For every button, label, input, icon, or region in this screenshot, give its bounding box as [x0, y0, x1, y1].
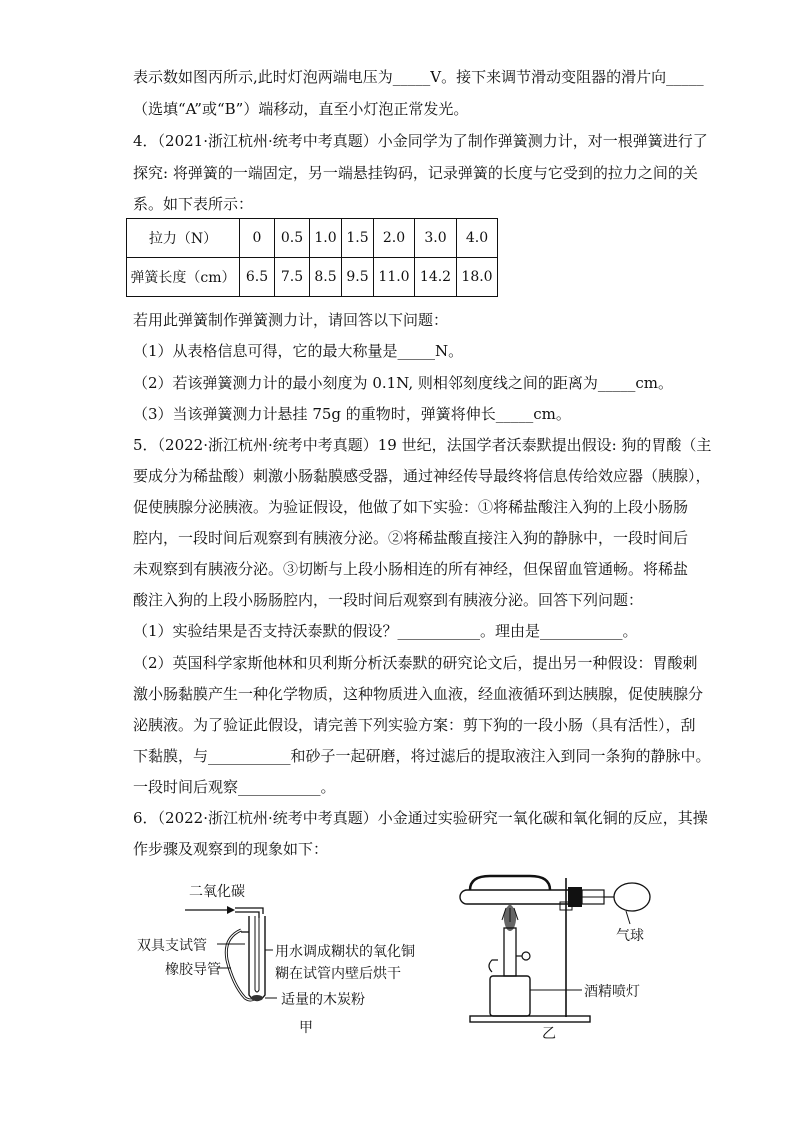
text-line: 表示数如图丙所示,此时灯泡两端电压为_____V。接下来调节滑动变阻器的滑片向_____: [133, 68, 704, 86]
figure-jia: [135, 870, 415, 1040]
figure-yi: [440, 872, 680, 1042]
figure-yi-drawing: [440, 872, 680, 1042]
table-cell: 6.5: [240, 258, 275, 297]
spring-data-table: [126, 218, 498, 297]
text-line: （3）当该弹簧测力计悬挂 75g 的重物时，弹簧将伸长_____cm。: [133, 405, 571, 423]
table-row: [127, 219, 498, 258]
table-cell: 11.0: [374, 258, 415, 297]
caption-yi: 乙: [542, 1026, 556, 1042]
caption-jia: 甲: [299, 1020, 313, 1036]
table-cell: 拉力（N）: [127, 219, 240, 258]
text-line: 作步骤及观察到的现象如下：: [133, 840, 329, 858]
text-line: 泌胰液。为了验证此假设，请完善下列实验方案：剪下狗的一段小肠（具有活性），刮: [133, 716, 696, 734]
label-copper-oxide-1: 用水调成糊状的氧化铜: [275, 944, 415, 960]
text-line: 激小肠黏膜产生一种化学物质，这种物质进入血液，经血液循环到达胰腺，促使胰腺分: [133, 685, 704, 703]
text-line: 未观察到有胰液分泌。③切断与上段小肠相连的所有神经，但保留血管通畅。将稀盐: [133, 560, 689, 578]
table-cell: 4.0: [457, 219, 498, 258]
table-cell: 2.0: [374, 219, 415, 258]
text-line: 下黏膜，与___________和砂子一起研磨，将过滤后的提取液注入到同一条狗的静脉中。: [133, 747, 711, 765]
text-line: 探究: 将弹簧的一端固定，另一端悬挂钩码，记录弹簧的长度与它受到的拉力之间的关: [133, 164, 698, 182]
text-line: （2）英国科学家斯他林和贝利斯分析沃泰默的研究论文后，提出另一种假设：胃酸刺: [133, 654, 698, 672]
table-cell: 1.0: [310, 219, 342, 258]
figure-jia-drawing: [135, 870, 415, 1040]
text-line: 系。如下表所示：: [133, 195, 254, 213]
table-cell: 14.2: [415, 258, 457, 297]
label-rubber-tube: 橡胶导管: [165, 962, 221, 978]
text-line: （2）若该弹簧测力计的最小刻度为 0.1N, 则相邻刻度线之间的距离为_____cm。: [133, 374, 673, 392]
label-alcohol-burner: 酒精喷灯: [584, 984, 640, 1000]
label-charcoal: 适量的木炭粉: [281, 992, 365, 1008]
question-4-heading: 4．（2021·浙江杭州·统考中考真题）小金同学为了制作弹簧测力计，对一根弹簧进行了: [133, 132, 708, 150]
text-line: 促使胰腺分泌胰液。为验证假设，他做了如下实验：①将稀盐酸注入狗的上段小肠肠: [133, 498, 689, 516]
table-cell: 7.5: [275, 258, 310, 297]
label-balloon: 气球: [616, 928, 644, 944]
table-cell: 9.5: [342, 258, 374, 297]
table-cell: 18.0: [457, 258, 498, 297]
text-line: 要成分为稀盐酸）刺激小肠黏膜感受器，通过神经传导最终将信息传给效应器（胰腺），: [133, 467, 711, 485]
label-co2: 二氧化碳: [189, 884, 245, 900]
table-cell: 3.0: [415, 219, 457, 258]
table-row: [127, 258, 498, 297]
text-line: （1）实验结果是否支持沃泰默的假设？___________。理由是___________。: [133, 622, 638, 640]
table-cell: 弹簧长度（cm）: [127, 258, 240, 297]
text-line: 酸注入狗的上段小肠肠腔内，一段时间后观察到有胰液分泌。回答下列问题：: [133, 591, 644, 609]
text-line: 若用此弹簧制作弹簧测力计，请回答以下问题：: [133, 311, 449, 329]
question-6-heading: 6．（2022·浙江杭州·统考中考真题）小金通过实验研究一氧化碳和氧化铜的反应，其操: [133, 809, 708, 827]
question-5-heading: 5．（2022·浙江杭州·统考中考真题）19 世纪，法国学者沃泰默提出假设: 狗的胃酸（主: [133, 436, 712, 454]
table-cell: 0: [240, 219, 275, 258]
table-cell: 8.5: [310, 258, 342, 297]
text-line: 一段时间后观察___________。: [133, 778, 336, 796]
table-cell: 1.5: [342, 219, 374, 258]
text-line: （选填“A”或“B”）端移动，直至小灯泡正常发光。: [133, 100, 469, 118]
label-copper-oxide-2: 糊在试管内壁后烘干: [275, 966, 401, 982]
text-line: 腔内，一段时间后观察到有胰液分泌。②将稀盐酸直接注入狗的静脉中，一段时间后: [133, 529, 689, 547]
text-line: （1）从表格信息可得，它的最大称量是_____N。: [133, 342, 464, 360]
table-cell: 0.5: [275, 219, 310, 258]
label-double-tube: 双具支试管: [137, 938, 207, 954]
